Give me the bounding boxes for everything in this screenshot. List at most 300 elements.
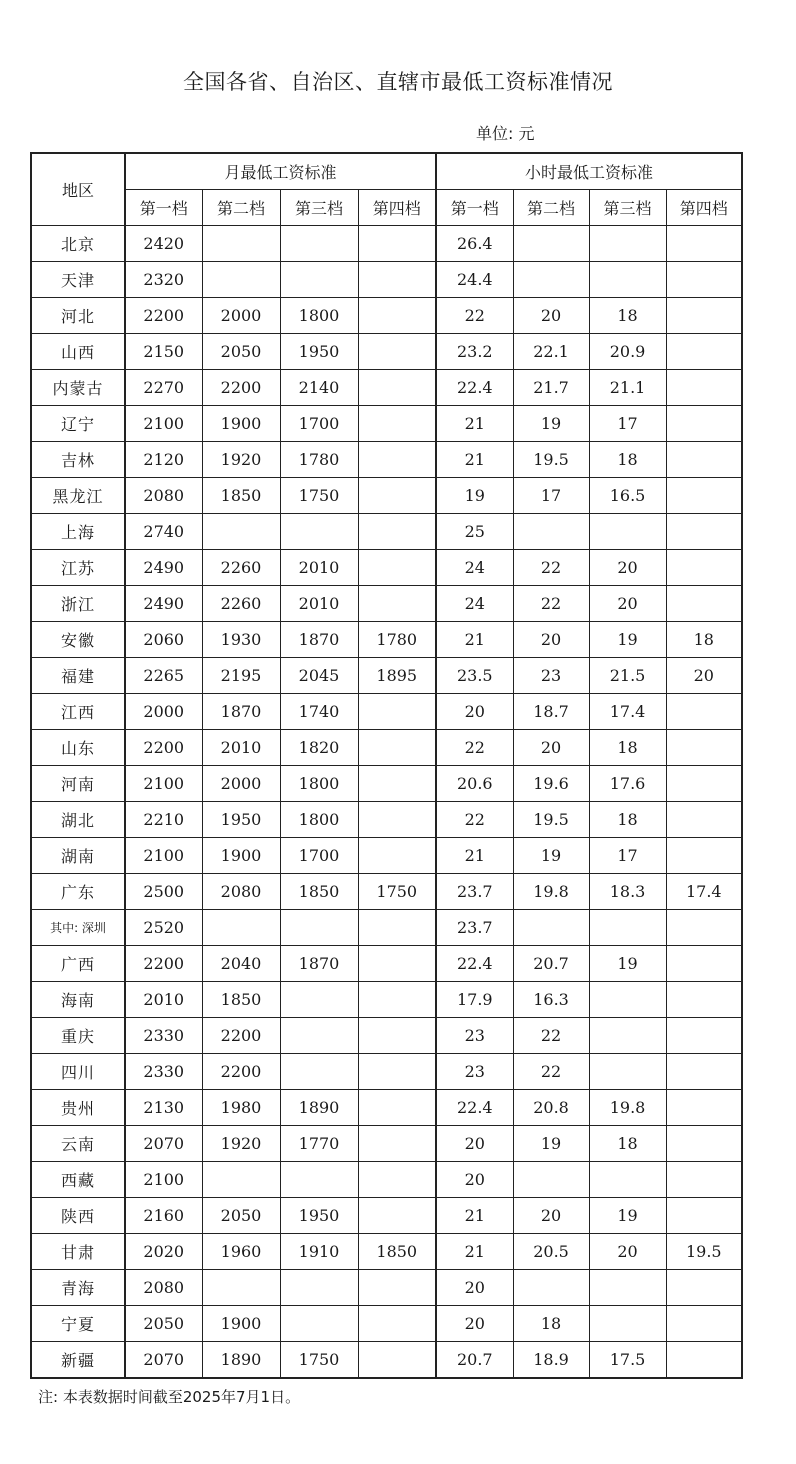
region-cell: 甘肃 (31, 1234, 125, 1270)
table-row (31, 442, 742, 478)
hourly-tier-1-cell: 25 (436, 514, 513, 550)
header-row-tiers (31, 190, 742, 226)
monthly-tier-4-cell (358, 226, 436, 262)
hourly-tier-1-cell: 20 (436, 1162, 513, 1198)
hourly-tier-1-cell: 24 (436, 550, 513, 586)
monthly-tier-2-cell: 2040 (202, 946, 280, 982)
region-cell: 青海 (31, 1270, 125, 1306)
monthly-tier-4-cell (358, 298, 436, 334)
monthly-tier-4-cell: 1750 (358, 874, 436, 910)
hourly-tier-4-cell: 19.5 (666, 1234, 742, 1270)
monthly-tier-1-cell: 2010 (125, 982, 202, 1018)
monthly-tier-2-cell (202, 910, 280, 946)
monthly-tier-1-cell: 2490 (125, 586, 202, 622)
monthly-tier-2-cell: 2200 (202, 1018, 280, 1054)
hourly-tier-3-cell: 17.6 (589, 766, 666, 802)
hourly-tier-4-cell (666, 1126, 742, 1162)
minimum-wage-table (30, 152, 743, 1379)
monthly-tier-3-header: 第三档 (280, 190, 358, 226)
hourly-tier-3-cell: 18 (589, 802, 666, 838)
monthly-tier-3-cell: 1750 (280, 478, 358, 514)
monthly-tier-3-cell: 1770 (280, 1126, 358, 1162)
region-cell: 广西 (31, 946, 125, 982)
footnote: 注: 本表数据时间截至2025年7月1日。 (38, 1388, 301, 1406)
monthly-tier-3-cell: 1870 (280, 946, 358, 982)
monthly-tier-1-cell: 2080 (125, 478, 202, 514)
region-cell: 陕西 (31, 1198, 125, 1234)
monthly-tier-4-cell: 1780 (358, 622, 436, 658)
monthly-tier-1-cell: 2200 (125, 298, 202, 334)
monthly-tier-1-cell: 2120 (125, 442, 202, 478)
table-row (31, 1090, 742, 1126)
monthly-tier-1-cell: 2070 (125, 1126, 202, 1162)
hourly-tier-3-cell: 20 (589, 586, 666, 622)
hourly-tier-4-cell: 17.4 (666, 874, 742, 910)
monthly-tier-3-cell (280, 1306, 358, 1342)
monthly-tier-2-cell (202, 514, 280, 550)
monthly-tier-3-cell: 1820 (280, 730, 358, 766)
hourly-tier-1-cell: 23 (436, 1054, 513, 1090)
monthly-tier-3-cell: 1950 (280, 1198, 358, 1234)
hourly-tier-2-cell: 20.7 (513, 946, 589, 982)
hourly-tier-3-cell (589, 1306, 666, 1342)
monthly-tier-2-cell: 2050 (202, 1198, 280, 1234)
hourly-tier-1-header: 第一档 (436, 190, 513, 226)
hourly-tier-3-cell: 19 (589, 946, 666, 982)
region-cell: 河南 (31, 766, 125, 802)
hourly-tier-4-cell (666, 1270, 742, 1306)
monthly-tier-3-cell: 2010 (280, 550, 358, 586)
monthly-tier-4-cell (358, 262, 436, 298)
monthly-tier-4-cell (358, 586, 436, 622)
region-cell: 辽宁 (31, 406, 125, 442)
table-row (31, 982, 742, 1018)
monthly-tier-4-cell (358, 766, 436, 802)
monthly-tier-3-cell: 1750 (280, 1342, 358, 1379)
hourly-tier-1-cell: 24.4 (436, 262, 513, 298)
hourly-tier-3-cell (589, 262, 666, 298)
monthly-tier-1-cell: 2265 (125, 658, 202, 694)
monthly-tier-4-cell: 1895 (358, 658, 436, 694)
hourly-tier-1-cell: 20.6 (436, 766, 513, 802)
table-row (31, 1162, 742, 1198)
hourly-tier-1-cell: 21 (436, 406, 513, 442)
hourly-tier-4-cell (666, 406, 742, 442)
region-cell: 山东 (31, 730, 125, 766)
region-cell: 安徽 (31, 622, 125, 658)
hourly-tier-2-cell: 22 (513, 550, 589, 586)
monthly-tier-3-cell: 1700 (280, 406, 358, 442)
region-cell: 浙江 (31, 586, 125, 622)
monthly-tier-2-cell: 2010 (202, 730, 280, 766)
hourly-tier-3-cell (589, 1270, 666, 1306)
hourly-tier-3-cell (589, 1018, 666, 1054)
table-row (31, 1018, 742, 1054)
table-row (31, 1270, 742, 1306)
hourly-tier-4-cell (666, 1162, 742, 1198)
hourly-group-header: 小时最低工资标准 (436, 153, 742, 190)
hourly-tier-2-cell: 19.6 (513, 766, 589, 802)
hourly-tier-1-cell: 26.4 (436, 226, 513, 262)
region-cell: 湖南 (31, 838, 125, 874)
hourly-tier-1-cell: 22.4 (436, 946, 513, 982)
monthly-tier-2-cell: 2195 (202, 658, 280, 694)
monthly-tier-4-cell (358, 1270, 436, 1306)
region-cell: 宁夏 (31, 1306, 125, 1342)
hourly-tier-3-cell: 19 (589, 1198, 666, 1234)
hourly-tier-1-cell: 23.7 (436, 874, 513, 910)
monthly-tier-4-cell (358, 982, 436, 1018)
hourly-tier-4-cell (666, 550, 742, 586)
monthly-tier-1-cell: 2420 (125, 226, 202, 262)
monthly-tier-4-cell (358, 1126, 436, 1162)
monthly-tier-1-cell: 2330 (125, 1018, 202, 1054)
hourly-tier-4-cell (666, 442, 742, 478)
hourly-tier-3-cell: 21.1 (589, 370, 666, 406)
hourly-tier-4-cell (666, 910, 742, 946)
table-row (31, 694, 742, 730)
hourly-tier-2-cell (513, 1270, 589, 1306)
table-row (31, 514, 742, 550)
hourly-tier-3-cell: 18 (589, 730, 666, 766)
hourly-tier-2-cell: 19 (513, 406, 589, 442)
hourly-tier-3-cell: 17 (589, 838, 666, 874)
monthly-tier-4-cell (358, 694, 436, 730)
hourly-tier-1-cell: 24 (436, 586, 513, 622)
region-cell: 四川 (31, 1054, 125, 1090)
hourly-tier-3-cell: 18 (589, 442, 666, 478)
monthly-tier-2-cell: 1980 (202, 1090, 280, 1126)
monthly-tier-3-cell (280, 1162, 358, 1198)
monthly-tier-3-cell: 1910 (280, 1234, 358, 1270)
monthly-tier-1-cell: 2020 (125, 1234, 202, 1270)
hourly-tier-3-cell: 19 (589, 622, 666, 658)
hourly-tier-2-cell: 21.7 (513, 370, 589, 406)
hourly-tier-3-cell: 20 (589, 1234, 666, 1270)
hourly-tier-4-cell (666, 838, 742, 874)
hourly-tier-3-cell: 18 (589, 1126, 666, 1162)
table-row (31, 1306, 742, 1342)
monthly-tier-1-cell: 2070 (125, 1342, 202, 1379)
monthly-tier-1-cell: 2490 (125, 550, 202, 586)
monthly-tier-1-cell: 2740 (125, 514, 202, 550)
monthly-tier-3-cell: 2140 (280, 370, 358, 406)
monthly-tier-2-cell: 2260 (202, 586, 280, 622)
hourly-tier-3-cell (589, 910, 666, 946)
monthly-tier-2-cell: 1900 (202, 838, 280, 874)
hourly-tier-3-cell: 20 (589, 550, 666, 586)
monthly-tier-3-cell (280, 514, 358, 550)
monthly-tier-1-cell: 2050 (125, 1306, 202, 1342)
table-row (31, 226, 742, 262)
monthly-tier-1-cell: 2100 (125, 838, 202, 874)
hourly-tier-2-cell: 20.8 (513, 1090, 589, 1126)
hourly-tier-2-cell: 17 (513, 478, 589, 514)
hourly-tier-4-cell (666, 478, 742, 514)
hourly-tier-4-cell (666, 298, 742, 334)
hourly-tier-4-cell (666, 514, 742, 550)
table-row (31, 1198, 742, 1234)
hourly-tier-3-cell (589, 982, 666, 1018)
monthly-tier-2-cell: 2050 (202, 334, 280, 370)
region-cell: 黑龙江 (31, 478, 125, 514)
table-body (31, 226, 742, 1379)
region-cell: 吉林 (31, 442, 125, 478)
hourly-tier-2-cell: 20 (513, 1198, 589, 1234)
table-row (31, 730, 742, 766)
hourly-tier-1-cell: 20.7 (436, 1342, 513, 1379)
monthly-tier-4-cell (358, 802, 436, 838)
monthly-tier-1-cell: 2100 (125, 766, 202, 802)
monthly-tier-3-cell: 2045 (280, 658, 358, 694)
hourly-tier-3-cell: 18 (589, 298, 666, 334)
hourly-tier-4-header: 第四档 (666, 190, 742, 226)
hourly-tier-1-cell: 22.4 (436, 1090, 513, 1126)
hourly-tier-2-cell (513, 910, 589, 946)
hourly-tier-1-cell: 23 (436, 1018, 513, 1054)
hourly-tier-2-cell: 16.3 (513, 982, 589, 1018)
monthly-tier-3-cell: 1700 (280, 838, 358, 874)
monthly-tier-2-cell: 2080 (202, 874, 280, 910)
hourly-tier-4-cell (666, 370, 742, 406)
hourly-tier-2-cell: 18.9 (513, 1342, 589, 1379)
monthly-tier-1-cell: 2150 (125, 334, 202, 370)
table-row (31, 1054, 742, 1090)
hourly-tier-4-cell (666, 1342, 742, 1379)
region-cell: 江西 (31, 694, 125, 730)
monthly-tier-4-cell (358, 1342, 436, 1379)
hourly-tier-1-cell: 23.7 (436, 910, 513, 946)
region-cell: 江苏 (31, 550, 125, 586)
hourly-tier-1-cell: 22 (436, 298, 513, 334)
hourly-tier-2-cell: 19.5 (513, 802, 589, 838)
monthly-tier-4-cell (358, 1054, 436, 1090)
hourly-tier-1-cell: 22 (436, 730, 513, 766)
monthly-tier-3-cell: 1780 (280, 442, 358, 478)
monthly-tier-1-cell: 2330 (125, 1054, 202, 1090)
hourly-tier-3-cell: 16.5 (589, 478, 666, 514)
table-row (31, 766, 742, 802)
region-cell: 云南 (31, 1126, 125, 1162)
monthly-tier-2-cell: 1900 (202, 406, 280, 442)
monthly-tier-2-cell: 2000 (202, 766, 280, 802)
monthly-tier-2-header: 第二档 (202, 190, 280, 226)
region-cell: 新疆 (31, 1342, 125, 1379)
monthly-tier-4-cell (358, 946, 436, 982)
table-row (31, 550, 742, 586)
monthly-tier-3-cell: 1890 (280, 1090, 358, 1126)
region-cell: 北京 (31, 226, 125, 262)
table-row (31, 838, 742, 874)
hourly-tier-4-cell (666, 334, 742, 370)
hourly-tier-3-cell: 18.3 (589, 874, 666, 910)
table-row (31, 802, 742, 838)
monthly-tier-1-cell: 2130 (125, 1090, 202, 1126)
monthly-tier-3-cell: 1950 (280, 334, 358, 370)
table-row (31, 334, 742, 370)
hourly-tier-3-cell: 17.4 (589, 694, 666, 730)
hourly-tier-2-cell: 22 (513, 1018, 589, 1054)
monthly-tier-4-cell (358, 442, 436, 478)
monthly-tier-2-cell: 1920 (202, 442, 280, 478)
monthly-tier-4-cell (358, 334, 436, 370)
monthly-tier-2-cell (202, 226, 280, 262)
monthly-tier-3-cell: 1870 (280, 622, 358, 658)
hourly-tier-2-cell: 18 (513, 1306, 589, 1342)
monthly-tier-3-cell (280, 910, 358, 946)
monthly-tier-1-cell: 2270 (125, 370, 202, 406)
hourly-tier-2-cell: 19 (513, 838, 589, 874)
hourly-tier-2-cell (513, 514, 589, 550)
hourly-tier-2-cell: 22 (513, 586, 589, 622)
hourly-tier-4-cell (666, 1054, 742, 1090)
hourly-tier-2-cell: 20.5 (513, 1234, 589, 1270)
table-row (31, 1126, 742, 1162)
table-row (31, 406, 742, 442)
monthly-tier-2-cell: 2000 (202, 298, 280, 334)
table-row (31, 478, 742, 514)
hourly-tier-3-cell: 20.9 (589, 334, 666, 370)
hourly-tier-2-cell (513, 226, 589, 262)
region-cell: 重庆 (31, 1018, 125, 1054)
region-cell: 上海 (31, 514, 125, 550)
monthly-tier-3-cell: 1800 (280, 802, 358, 838)
hourly-tier-4-cell (666, 766, 742, 802)
monthly-tier-3-cell: 1740 (280, 694, 358, 730)
hourly-tier-3-cell (589, 226, 666, 262)
monthly-tier-3-cell: 2010 (280, 586, 358, 622)
hourly-tier-4-cell (666, 262, 742, 298)
hourly-tier-3-cell (589, 514, 666, 550)
hourly-tier-1-cell: 17.9 (436, 982, 513, 1018)
hourly-tier-2-cell (513, 262, 589, 298)
monthly-tier-2-cell: 1890 (202, 1342, 280, 1379)
hourly-tier-3-cell: 17 (589, 406, 666, 442)
region-column-header: 地区 (31, 153, 125, 226)
monthly-tier-4-cell (358, 1018, 436, 1054)
monthly-tier-1-cell: 2210 (125, 802, 202, 838)
region-cell: 广东 (31, 874, 125, 910)
hourly-tier-1-cell: 22.4 (436, 370, 513, 406)
hourly-tier-4-cell (666, 1090, 742, 1126)
monthly-tier-4-cell: 1850 (358, 1234, 436, 1270)
monthly-tier-4-cell (358, 1306, 436, 1342)
header-row-groups (31, 153, 742, 190)
monthly-tier-3-cell: 1850 (280, 874, 358, 910)
monthly-tier-2-cell (202, 262, 280, 298)
monthly-tier-1-cell: 2080 (125, 1270, 202, 1306)
monthly-tier-3-cell (280, 1270, 358, 1306)
monthly-tier-1-cell: 2100 (125, 406, 202, 442)
hourly-tier-1-cell: 21 (436, 622, 513, 658)
monthly-tier-3-cell (280, 262, 358, 298)
region-cell: 山西 (31, 334, 125, 370)
monthly-tier-4-cell (358, 1198, 436, 1234)
hourly-tier-1-cell: 22 (436, 802, 513, 838)
hourly-tier-4-cell (666, 982, 742, 1018)
hourly-tier-3-header: 第三档 (589, 190, 666, 226)
hourly-tier-3-cell: 17.5 (589, 1342, 666, 1379)
hourly-tier-1-cell: 23.2 (436, 334, 513, 370)
hourly-tier-2-cell: 19.5 (513, 442, 589, 478)
monthly-tier-3-cell: 1800 (280, 298, 358, 334)
monthly-tier-1-cell: 2000 (125, 694, 202, 730)
hourly-tier-2-cell: 20 (513, 730, 589, 766)
hourly-tier-2-cell: 22.1 (513, 334, 589, 370)
hourly-tier-1-cell: 21 (436, 442, 513, 478)
hourly-tier-2-header: 第二档 (513, 190, 589, 226)
hourly-tier-3-cell (589, 1162, 666, 1198)
region-cell: 西藏 (31, 1162, 125, 1198)
monthly-tier-1-cell: 2500 (125, 874, 202, 910)
monthly-tier-3-cell: 1800 (280, 766, 358, 802)
hourly-tier-2-cell (513, 1162, 589, 1198)
monthly-tier-3-cell (280, 982, 358, 1018)
monthly-tier-2-cell (202, 1162, 280, 1198)
unit-label: 单位: 元 (476, 124, 535, 143)
hourly-tier-3-cell (589, 1054, 666, 1090)
monthly-tier-2-cell: 1850 (202, 982, 280, 1018)
monthly-tier-4-cell (358, 406, 436, 442)
monthly-tier-1-cell: 2200 (125, 730, 202, 766)
table-row (31, 370, 742, 406)
hourly-tier-4-cell (666, 730, 742, 766)
monthly-tier-3-cell (280, 1054, 358, 1090)
hourly-tier-4-cell: 18 (666, 622, 742, 658)
hourly-tier-2-cell: 19 (513, 1126, 589, 1162)
monthly-tier-2-cell: 2200 (202, 370, 280, 406)
region-cell: 湖北 (31, 802, 125, 838)
table-row (31, 1342, 742, 1379)
region-cell: 其中: 深圳 (31, 910, 125, 946)
monthly-tier-2-cell: 1930 (202, 622, 280, 658)
monthly-tier-4-cell (358, 514, 436, 550)
monthly-tier-1-header: 第一档 (125, 190, 202, 226)
monthly-tier-4-cell (358, 730, 436, 766)
monthly-tier-4-cell (358, 910, 436, 946)
hourly-tier-4-cell (666, 1306, 742, 1342)
hourly-tier-1-cell: 21 (436, 1234, 513, 1270)
monthly-tier-2-cell: 1850 (202, 478, 280, 514)
hourly-tier-2-cell: 20 (513, 622, 589, 658)
hourly-tier-4-cell (666, 586, 742, 622)
table-row (31, 658, 742, 694)
hourly-tier-4-cell (666, 694, 742, 730)
region-cell: 福建 (31, 658, 125, 694)
hourly-tier-2-cell: 18.7 (513, 694, 589, 730)
table-row (31, 262, 742, 298)
monthly-tier-1-cell: 2100 (125, 1162, 202, 1198)
monthly-tier-4-cell (358, 550, 436, 586)
monthly-tier-2-cell: 1950 (202, 802, 280, 838)
hourly-tier-1-cell: 19 (436, 478, 513, 514)
monthly-tier-2-cell: 2260 (202, 550, 280, 586)
table-row (31, 586, 742, 622)
table-row (31, 1234, 742, 1270)
hourly-tier-4-cell (666, 1198, 742, 1234)
monthly-tier-2-cell: 1920 (202, 1126, 280, 1162)
hourly-tier-2-cell: 19.8 (513, 874, 589, 910)
monthly-tier-2-cell: 1900 (202, 1306, 280, 1342)
hourly-tier-4-cell: 20 (666, 658, 742, 694)
monthly-tier-1-cell: 2160 (125, 1198, 202, 1234)
monthly-tier-4-header: 第四档 (358, 190, 436, 226)
monthly-tier-2-cell: 1960 (202, 1234, 280, 1270)
monthly-tier-3-cell (280, 226, 358, 262)
hourly-tier-1-cell: 21 (436, 1198, 513, 1234)
hourly-tier-4-cell (666, 226, 742, 262)
monthly-tier-3-cell (280, 1018, 358, 1054)
